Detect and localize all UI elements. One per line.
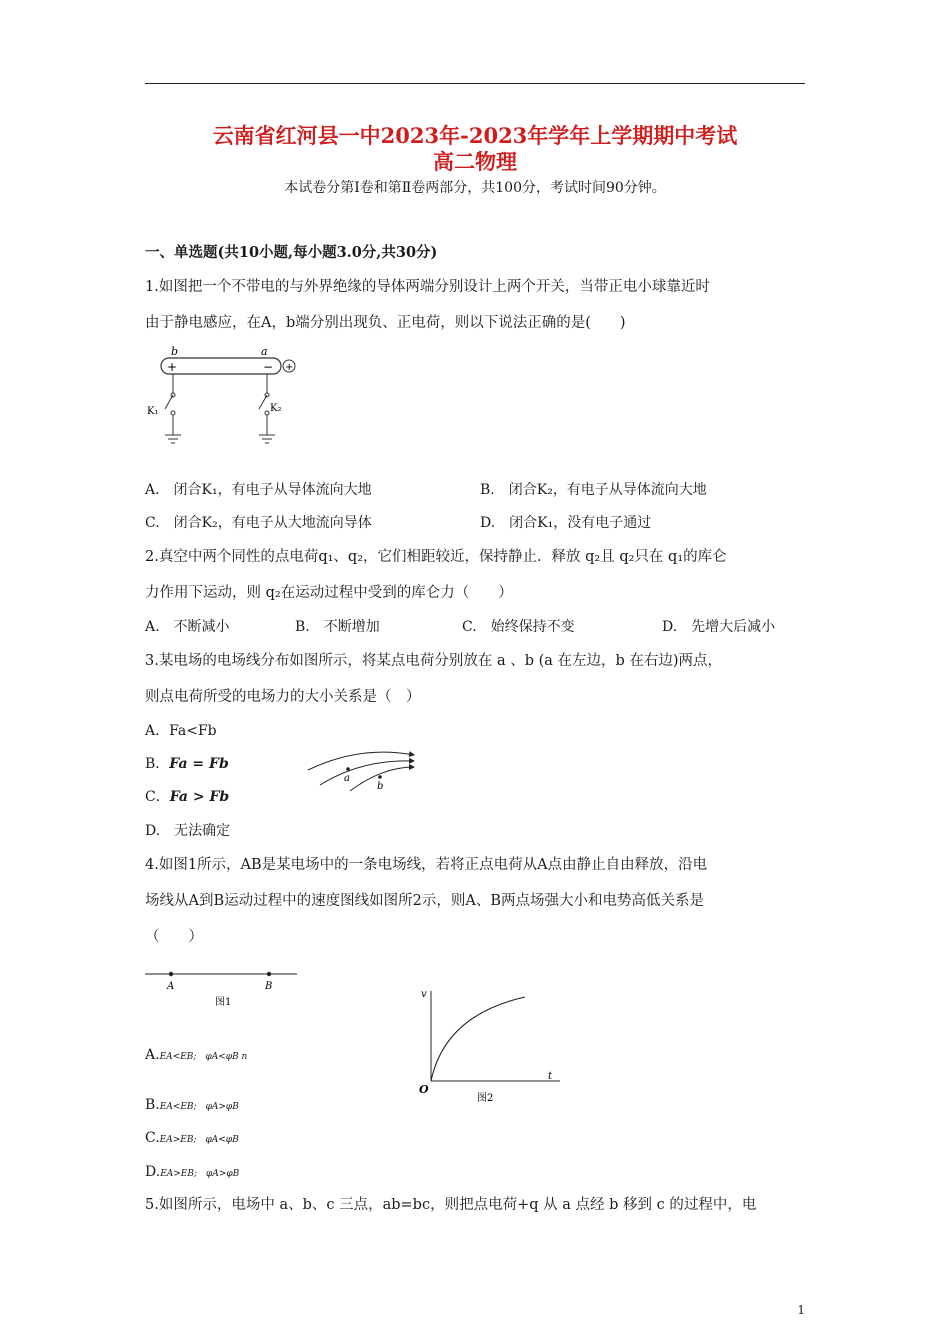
q1-minus-sign: − <box>263 360 274 374</box>
exam-subtitle: 高二物理 <box>433 149 517 174</box>
q4-fig2-caption: 图2 <box>477 1093 494 1104</box>
q4-line2: 场线从A到B运动过程中的速度图线如图所2示，则A、B两点场强大小和电势高低关系是 <box>145 893 704 909</box>
q3-option-b[interactable] <box>145 753 229 775</box>
q4-figure-1 <box>145 965 305 1010</box>
q4-option-d-body: EA>EB; φA>φB <box>160 1169 240 1179</box>
q1-option-a[interactable]: A. 闭合K₁，有电子从导体流向大地 <box>145 482 372 498</box>
q3-label-b: b <box>377 781 384 792</box>
q4-option-b[interactable] <box>145 1094 239 1118</box>
q3-line1: 3.某电场的电场线分布如图所示，将某点电荷分别放在 a 、b (a 在左边，b 在右边)两点， <box>145 653 723 669</box>
q4-figure-2-velocity-graph <box>415 985 565 1110</box>
q4-option-a-prefix: A. <box>145 1047 160 1063</box>
q3-point-a <box>346 767 350 771</box>
q1-ball-sign: + <box>285 362 294 373</box>
q4-option-c[interactable] <box>145 1127 239 1151</box>
q3-option-c-prefix: C． <box>145 789 170 805</box>
q1-option-b[interactable]: B. 闭合K₂，有电子从导体流向大地 <box>480 482 707 498</box>
q4-label-b: B <box>265 981 273 992</box>
q4-option-a-body: EA<EB; φA<φB n <box>159 1052 248 1062</box>
q1-label-a: a <box>261 345 268 358</box>
q3-label-a: a <box>344 773 350 784</box>
q1-switch-k1 <box>165 395 173 409</box>
q4-point-a <box>169 972 173 976</box>
q4-fig1-caption: 图1 <box>215 997 232 1008</box>
q4-label-t: t <box>548 1071 553 1082</box>
q4-option-b-body: EA<EB; φA>φB <box>159 1102 239 1112</box>
q4-option-b-prefix: B. <box>145 1097 160 1113</box>
q1-switch-k2 <box>259 395 267 409</box>
q3-option-a[interactable]: A．Fa<Fb <box>145 723 217 739</box>
q3-option-b-prefix: B． <box>145 756 170 772</box>
q1-option-d[interactable]: D. 闭合K₁，没有电子通过 <box>480 515 652 531</box>
q4-line3: （ ） <box>145 929 203 945</box>
q2-option-b[interactable]: B. 不断增加 <box>295 619 380 635</box>
q2-option-d[interactable]: D. 先增大后减小 <box>662 619 776 635</box>
q1-label-b: b <box>171 345 179 358</box>
q4-option-d[interactable] <box>145 1161 239 1185</box>
q3-field-line-2 <box>320 761 414 785</box>
q1-label-k1: K₁ <box>147 406 159 417</box>
q1-option-c[interactable]: C. 闭合K₂，有电子从大地流向导体 <box>145 515 372 531</box>
exam-title: 云南省红河县一中2023年-2023年学年上学期期中考试 <box>212 123 738 148</box>
section-heading: 一、单选题(共10小题,每小题3.0分,共30分) <box>145 244 438 261</box>
q3-option-c[interactable] <box>145 786 229 808</box>
q3-point-b <box>378 775 382 779</box>
q3-option-c-formula: Fa > Fb <box>169 789 230 805</box>
q1-line1: 1.如图把一个不带电的与外界绝缘的导体两端分别设计上两个开关，当带正电小球靠近时 <box>145 279 710 295</box>
q3-option-b-formula: Fa = Fb <box>169 756 229 772</box>
q4-option-d-prefix: D. <box>145 1164 161 1180</box>
q2-option-a[interactable]: A. 不断减小 <box>145 619 230 635</box>
q4-line1: 4.如图1所示，AB是某电场中的一条电场线，若将正点电荷从A点由静止自由释放，沿电 <box>145 857 708 873</box>
q4-label-origin: O <box>419 1083 429 1096</box>
q3-field-lines-figure <box>300 745 425 795</box>
q1-line2: 由于静电感应，在A，b端分别出现负、正电荷，则以下说法正确的是( ) <box>145 315 626 331</box>
q2-option-c[interactable]: C. 始终保持不变 <box>462 619 575 635</box>
q1-label-k2: K₂ <box>270 403 282 414</box>
q1-conductor-figure <box>145 343 305 453</box>
q4-label-a: A <box>167 981 175 992</box>
q4-point-b <box>267 972 271 976</box>
top-rule <box>145 83 805 84</box>
exam-note: 本试卷分第Ⅰ卷和第Ⅱ卷两部分，共100分，考试时间90分钟。 <box>284 180 666 196</box>
q3-line2: 则点电荷所受的电场力的大小关系是（ ） <box>145 689 421 705</box>
q4-velocity-curve <box>431 997 525 1081</box>
q4-option-a[interactable] <box>145 1044 247 1068</box>
page-number: 1 <box>797 1303 805 1317</box>
q5-line1: 5.如图所示，电场中 a、b、c 三点，ab=bc，则把点电荷+q 从 a 点经 b 移到 c 的过程中，电 <box>145 1197 757 1213</box>
q4-label-v: v <box>421 989 427 1000</box>
q1-plus-sign: + <box>167 360 178 374</box>
q4-option-c-prefix: C. <box>145 1130 160 1146</box>
q2-line2: 力作用下运动，则 q₂在运动过程中受到的库仑力（ ） <box>145 585 513 601</box>
q3-option-d[interactable]: D. 无法确定 <box>145 823 231 839</box>
q4-option-c-body: EA>EB; φA<φB <box>159 1135 239 1145</box>
q2-line1: 2.真空中两个同性的点电荷q₁、q₂，它们相距较近，保持静止．释放 q₂且 q₂只在 q₁的库仑 <box>145 549 727 565</box>
